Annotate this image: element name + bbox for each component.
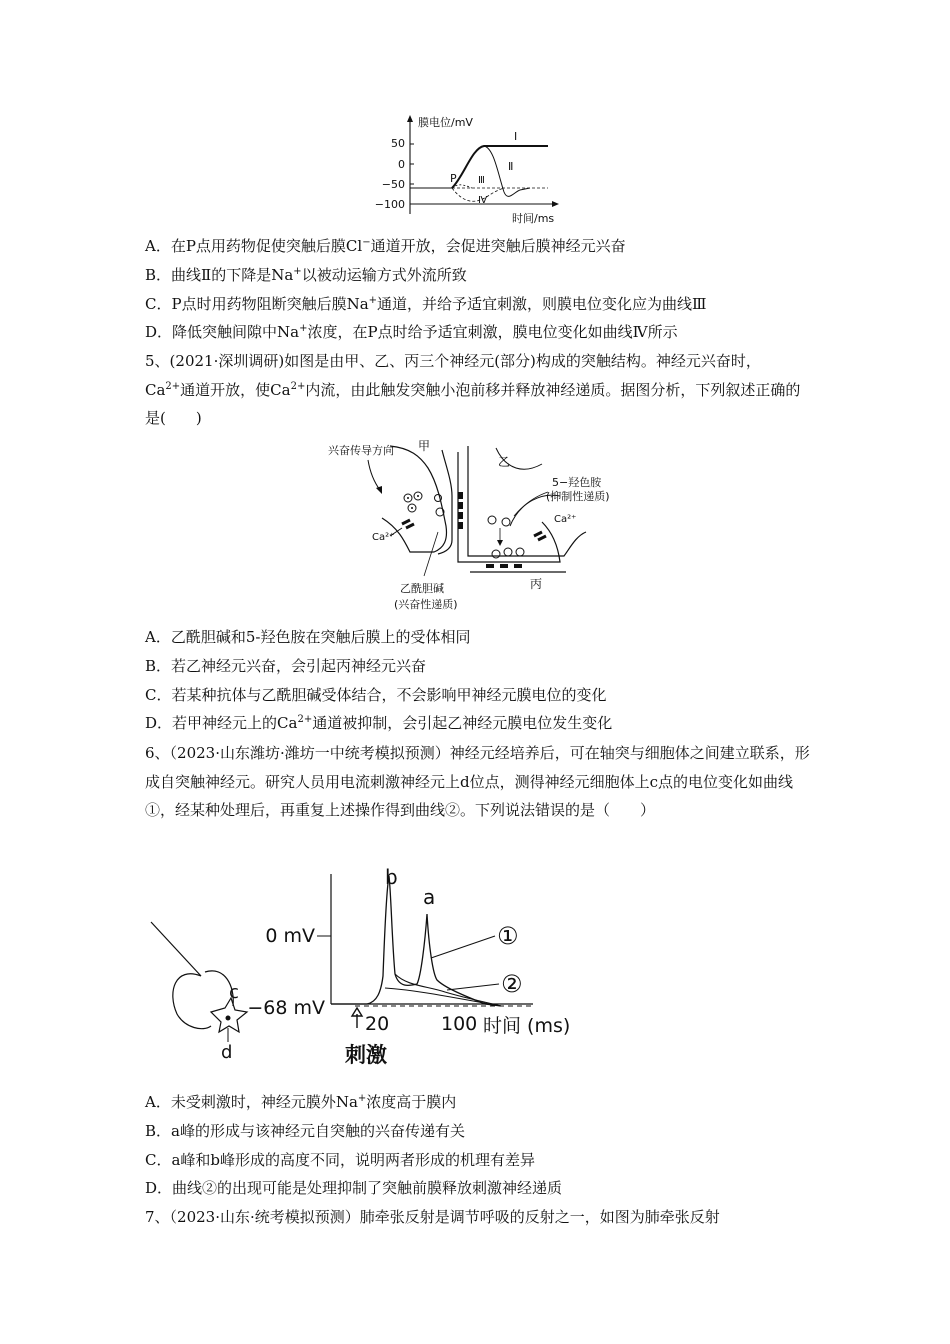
rest-mv-label: −68 mV [247, 997, 325, 1019]
curve-4-label: Ⅳ [478, 195, 488, 206]
point-c-marker [226, 1016, 231, 1021]
autapse-figure [145, 862, 585, 1078]
q5-option-a: A．乙酰胆碱和5-羟色胺在突触后膜上的受体相同 [145, 628, 471, 646]
curve-2-label: ② [501, 970, 523, 998]
q6-option-d: D．曲线②的出现可能是处理抑制了突触前膜释放刺激神经递质 [145, 1179, 563, 1197]
point-d-label: d [221, 1042, 233, 1063]
q7-stem: 7、（2023·山东·统考模拟预测）肺牵张反射是调节呼吸的反射之一，如图为肺牵张反射 [145, 1208, 720, 1226]
fig1-tick-50: 50 [391, 137, 405, 150]
p-point-label: P [450, 172, 457, 185]
ach-label: 乙酰胆碱 [400, 582, 444, 595]
peak-b-label: b [385, 865, 398, 889]
curve-1-label: ① [497, 922, 519, 950]
curve-3-label: Ⅲ [478, 175, 485, 186]
q4-option-d: D．降低突触间隙中Na+浓度，在P点时给予适宜刺激，膜电位变化如曲线Ⅳ所示 [145, 323, 678, 341]
peak-a-label: a [423, 885, 436, 909]
autapse-star [211, 998, 247, 1032]
ca-label-left: Ca²⁺ [372, 532, 395, 543]
q5-stem: 5、(2021·深圳调研)如图是由甲、乙、丙三个神经元(部分)构成的突触结构。神经元兴奋时，$Ca^{2+}$通道开放，使$Ca^{2+}$内流，由此触发突触小泡前移并释放神经递质。据图分析，下列叙述正确的是( ) [145, 352, 801, 427]
fig1-tick-minus100: −100 [374, 198, 405, 211]
ca-label-right: Ca²⁺ [554, 514, 577, 525]
q5-option-c: C．若某种抗体与乙酰胆碱受体结合，不会影响甲神经元膜电位的变化 [145, 686, 607, 704]
fig1-tick-minus50: −50 [381, 178, 405, 191]
x-axis-label: 时间 (ms) [483, 1015, 571, 1037]
q5-option-b: B．若乙神经元兴奋，会引起丙神经元兴奋 [145, 657, 427, 675]
q6-option-b: B．a峰的形成与该神经元自突触的兴奋传递有关 [145, 1122, 465, 1140]
curve-2-label: Ⅱ [508, 160, 514, 173]
curve-2 [484, 146, 530, 196]
neuron-yi-label: 乙 [498, 455, 511, 469]
serotonin-label: 5−羟色胺 [552, 476, 602, 489]
fig1-tick-0: 0 [398, 158, 405, 171]
zero-mv-label: 0 mV [265, 925, 315, 947]
q6-option-c: C．a峰和b峰形成的高度不同，说明两者形成的机理有差异 [145, 1151, 536, 1169]
fig1-ylabel: 膜电位/mV [418, 116, 473, 129]
direction-label: 兴奋传导方向 [328, 444, 394, 457]
x-tick-100: 100 [441, 1013, 478, 1035]
q6-stem: 6、（2023·山东潍坊·潍坊一中统考模拟预测）神经元经培养后，可在轴突与细胞体之间建立联系，形成自突触神经元。研究人员用电流刺激神经元上d位点，测得神经元细胞体上c点的电位变化如曲线①，经某种处理后，再重复上述操作得到曲线②。下列说法错误的是（ ） [145, 744, 810, 819]
point-c-label: c [229, 982, 239, 1003]
neuron-bing-label: 丙 [530, 577, 543, 591]
serotonin-note: (抑制性递质) [546, 490, 610, 503]
neuron-jia-label: 甲 [418, 439, 431, 453]
synapse-structure-figure [320, 436, 640, 616]
q4-option-a: A．在P点用药物促使突触后膜Cl−通道开放，会促进突触后膜神经元兴奋 [145, 237, 626, 255]
cell-body [173, 974, 211, 1029]
q5-option-d: D．若甲神经元上的$Ca^{2+}$通道被抑制，会引起乙神经元膜电位发生变化 [145, 714, 613, 732]
q4-option-b: B．曲线Ⅱ的下降是Na+以被动运输方式外流所致 [145, 266, 467, 284]
curve-1 [452, 146, 548, 188]
q6-option-a: A．未受刺激时，神经元膜外Na+浓度高于膜内 [145, 1093, 457, 1111]
ach-note: (兴奋性递质) [394, 598, 458, 611]
direction-arrow [368, 460, 380, 490]
x-tick-20: 20 [365, 1013, 390, 1035]
fig1-xlabel: 时间/ms [512, 212, 555, 225]
q4-option-c: C．P点时用药物阻断突触后膜Na+通道，并给予适宜刺激，则膜电位变化应为曲线Ⅲ [145, 295, 707, 313]
curve-1-label: Ⅰ [514, 130, 518, 143]
membrane-potential-figure [374, 112, 575, 230]
stimulus-label: 刺激 [345, 1043, 387, 1067]
